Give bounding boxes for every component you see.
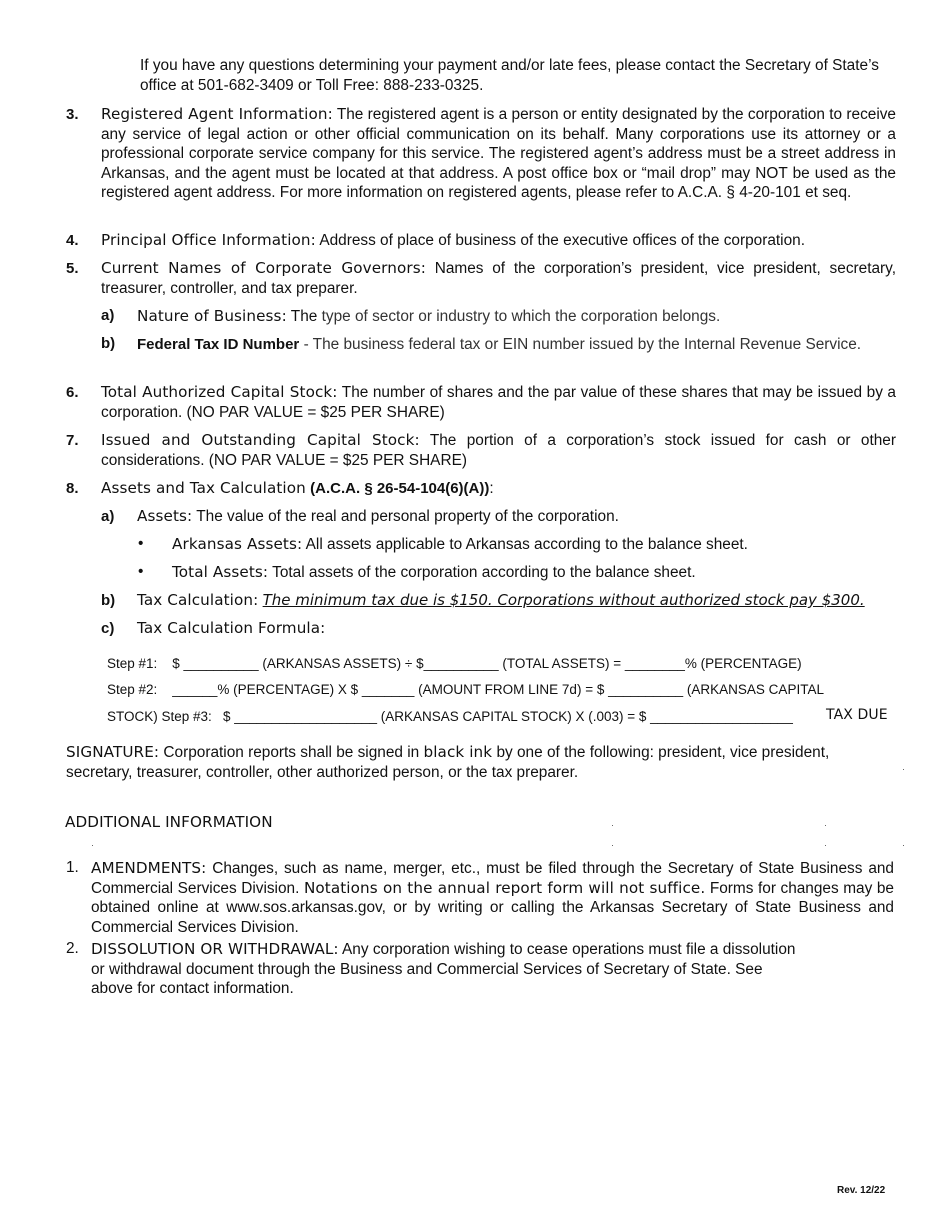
- item-8a-paragraph: [137, 507, 897, 527]
- item-5a-the: The: [290, 308, 318, 325]
- additional-item-1-paragraph: [91, 859, 894, 937]
- dissolution-text-c: above for contact information.: [91, 980, 294, 997]
- item-4-text: Address of place of business of the executive offices of the corporation.: [319, 232, 805, 249]
- amendments-text-b: Notations on the annual report form will not suffice.: [303, 878, 706, 897]
- item-8a-text: The value of the real and personal property of the corporation.: [196, 508, 619, 525]
- item-8b-label: b): [101, 592, 116, 609]
- dissolution-text-a: Any corporation wishing to cease operations must file a dissolution: [342, 941, 796, 958]
- signature-heading: SIGNATURE:: [66, 743, 160, 761]
- additional-info-title: ADDITIONAL INFORMATION: [65, 813, 273, 831]
- item-3-paragraph: [101, 105, 896, 203]
- item-8-heading: Assets and Tax Calculation: [101, 479, 306, 497]
- signature-black-ink: black ink: [423, 743, 493, 761]
- scan-dot: [612, 825, 613, 826]
- item-6-heading: Total Authorized Capital Stock:: [101, 383, 338, 401]
- bullet-total-assets-text: Total assets of the corporation according to the balance sheet.: [272, 564, 696, 581]
- item-6-text: The number of shares and the par value of these shares that may be issued by a corporation. (NO PAR VALUE = $25 PER SHARE): [101, 384, 896, 421]
- item-5a-heading: Nature of Business:: [137, 307, 287, 325]
- item-8b-paragraph: [137, 591, 897, 611]
- scan-dot: [903, 845, 904, 846]
- item-3-heading: Registered Agent Information:: [101, 105, 333, 123]
- step-1-line: Step #1: $ __________ (ARKANSAS ASSETS) ÷ $__________ (TOTAL ASSETS) = ________% (PERCENTAGE): [107, 656, 802, 671]
- item-4-number: 4.: [66, 232, 79, 249]
- item-5-heading: Current Names of Corporate Governors:: [101, 259, 426, 277]
- signature-text-b: by one of the following: president, vice president, secretary, treasurer, controller, other authorized person, or the tax preparer.: [66, 744, 830, 781]
- item-5b-text: - The business federal tax or EIN number issued by the Internal Revenue Service.: [303, 336, 862, 353]
- item-8-reference: (A.C.A. § 26-54-104(6)(A)): [310, 480, 490, 497]
- item-7-heading: Issued and Outstanding Capital Stock:: [101, 431, 420, 449]
- bullet-total-assets-heading: Total Assets:: [172, 563, 269, 581]
- bullet-arkansas-assets-heading: Arkansas Assets:: [172, 535, 303, 553]
- item-8a-label: a): [101, 508, 115, 525]
- additional-item-1-number: 1.: [66, 859, 79, 876]
- item-5a-text: type of sector or industry to which the corporation belongs.: [321, 308, 721, 325]
- item-5-number: 5.: [66, 260, 79, 277]
- item-8b-heading: Tax Calculation:: [137, 591, 259, 609]
- amendments-heading: AMENDMENTS:: [91, 859, 207, 877]
- item-6-paragraph: [101, 383, 896, 422]
- item-8b-text: The minimum tax due is $150. Corporations without authorized stock pay $300.: [262, 591, 865, 609]
- additional-item-2-number: 2.: [66, 940, 79, 957]
- tax-due-label: TAX DUE: [826, 707, 888, 723]
- item-5-paragraph: [101, 259, 896, 298]
- item-8c-paragraph: [137, 619, 897, 639]
- signature-paragraph: [66, 743, 866, 782]
- item-8a-heading: Assets:: [137, 507, 193, 525]
- scan-dot: [612, 845, 613, 846]
- bullet-arkansas-assets-text: All assets applicable to Arkansas according to the balance sheet.: [305, 536, 748, 553]
- amendments-text-c: Forms for changes may be obtained online at www.sos.arkansas.gov, or by writing or calling the Arkansas Secretary of State Business and Commercial Services Division.: [91, 879, 894, 936]
- item-5b-paragraph: [137, 335, 897, 355]
- item-4-heading: Principal Office Information:: [101, 231, 316, 249]
- item-4-paragraph: [101, 231, 896, 251]
- item-7-number: 7.: [66, 432, 79, 449]
- bullet-marker: •: [138, 535, 144, 552]
- additional-item-2-paragraph: [91, 940, 894, 999]
- item-3-number: 3.: [66, 106, 79, 123]
- scan-dot: [903, 769, 904, 770]
- bullet-total-assets: [172, 563, 892, 583]
- item-7-paragraph: [101, 431, 896, 470]
- item-5-text: Names of the corporation’s president, vice president, secretary, treasurer, controller, and tax preparer.: [101, 260, 896, 297]
- dissolution-text-b: or withdrawal document through the Business and Commercial Services of Secretary of State. See: [91, 960, 763, 978]
- item-5a-paragraph: [137, 307, 897, 327]
- scan-dot: [92, 845, 93, 846]
- bullet-marker: •: [138, 563, 144, 580]
- step-2-line: Step #2: ______% (PERCENTAGE) X $ _______ (AMOUNT FROM LINE 7d) = $ __________ (ARKANSAS CAPITAL: [107, 682, 824, 697]
- dissolution-heading: DISSOLUTION OR WITHDRAWAL:: [91, 940, 339, 958]
- scan-dot: [825, 825, 826, 826]
- intro-paragraph: If you have any questions determining your payment and/or late fees, please contact the Secretary of State’s office at 501-682-3409 or Toll Free: 888-233-0325.: [140, 57, 879, 94]
- item-5b-heading: Federal Tax ID Number: [137, 336, 300, 353]
- item-8c-label: c): [101, 620, 115, 637]
- item-6-number: 6.: [66, 384, 79, 401]
- item-5a-label: a): [101, 307, 115, 324]
- amendments-text-a: Changes, such as name, merger, etc., must be filed through the Secretary of State Business and Commercial Services Division.: [91, 860, 894, 897]
- item-8-number: 8.: [66, 480, 79, 497]
- item-3-text: The registered agent is a person or entity designated by the corporation to receive any service of legal action or other official communication on its behalf. Many corporations use its attorney or a professional corporate service company for this service. The registered agent’s address must be a street address in Arkansas, and the agent must be located at that address. A post office box or “mail drop” may NOT be used as the registered agent address. For more information on registered agents, please refer to A.C.A. § 4-20-101 et seq.: [101, 106, 896, 201]
- scan-dot: [825, 845, 826, 846]
- item-7-text: The portion of a corporation’s stock issued for cash or other considerations. (NO PAR VALUE = $25 PER SHARE): [101, 432, 896, 469]
- revision-label: Rev. 12/22: [837, 1185, 886, 1196]
- item-8c-heading: Tax Calculation Formula:: [137, 619, 326, 637]
- step-3-line: STOCK) Step #3: $ ___________________ (ARKANSAS CAPITAL STOCK) X (.003) = $ ___________________: [107, 709, 793, 724]
- bullet-arkansas-assets: [172, 535, 892, 555]
- item-5b-label: b): [101, 335, 116, 352]
- signature-text-a: Corporation reports shall be signed in: [163, 744, 420, 761]
- item-8-paragraph: [101, 479, 896, 499]
- item-8-colon: :: [489, 480, 494, 497]
